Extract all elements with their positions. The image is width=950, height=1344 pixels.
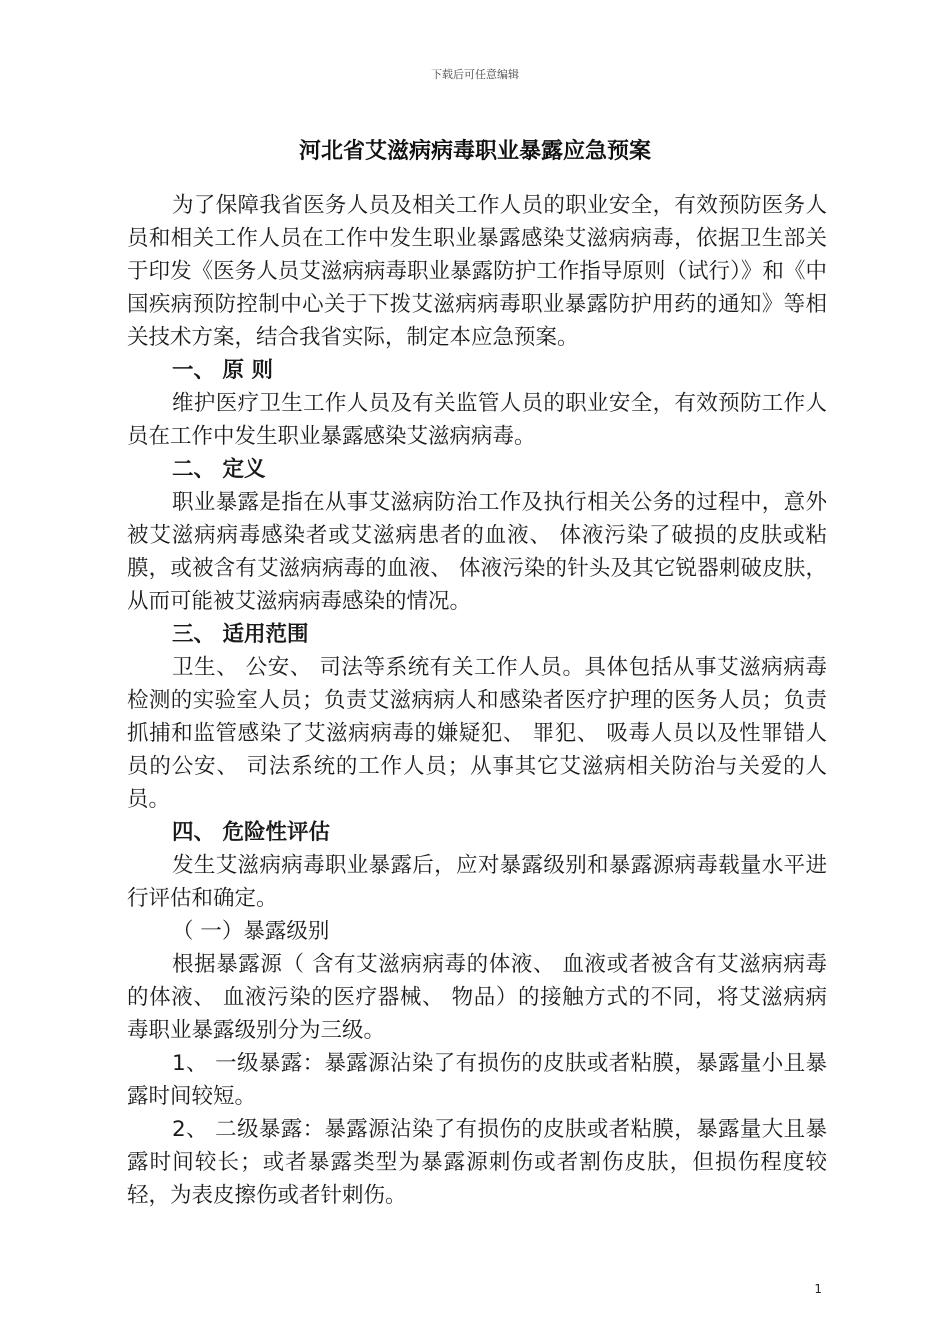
- section-heading-risk-assessment: 四、 危险性评估: [172, 820, 330, 845]
- section-body-principle: 维护医疗卫生工作人员及有关监管人员的职业安全，有效预防工作人员在工作中发生职业暴露感染艾滋病病毒。: [127, 391, 827, 449]
- exposure-level-item: 2、 二级暴露：暴露源沾染了有损伤的皮肤或者粘膜，暴露量大且暴露时间较长；或者暴露类型为暴露源刺伤或者割伤皮肤，但损伤程度较轻，为表皮擦伤或者针刺伤。: [127, 1117, 827, 1208]
- document-title: 河北省艾滋病病毒职业暴露应急预案: [298, 139, 651, 164]
- section-body-risk-assessment: 发生艾滋病病毒职业暴露后，应对暴露级别和暴露源病毒载量水平进行评估和确定。: [127, 853, 827, 911]
- subsection-body-exposure-level: 根据暴露源（ 含有艾滋病病毒的体液、 血液或者被含有艾滋病病毒的体液、 血液污染的医疗器械、 物品）的接触方式的不同，将艾滋病病毒职业暴露级别分为三级。: [127, 952, 827, 1043]
- section-heading-principle: 一、 原 则: [172, 358, 273, 383]
- section-body-definition: 职业暴露是指在从事艾滋病防治工作及执行相关公务的过程中，意外被艾滋病病毒感染者或艾滋病患者的血液、 体液污染了破损的皮肤或粘膜，或被含有艾滋病病毒的血液、 体液污染的针头及其它锐器刺破皮肤，从而可能被艾滋病病毒感染的情况。: [127, 490, 827, 614]
- section-body-scope: 卫生、 公安、 司法等系统有关工作人员。具体包括从事艾滋病病毒检测的实验室人员；负责艾滋病病人和感染者医疗护理的医务人员；负责抓捕和监管感染了艾滋病病毒的嫌疑犯、 罪犯、 吸毒人员以及性罪错人员的公安、 司法系统的工作人员；从事其它艾滋病相关防治与关爱的人员。: [127, 655, 827, 812]
- header-note: 下载后可任意编辑: [431, 68, 519, 81]
- document-body: [127, 189, 827, 1212]
- intro-paragraph: 为了保障我省医务人员及相关工作人员的职业安全，有效预防医务人员和相关工作人员在工作中发生职业暴露感染艾滋病病毒，依据卫生部关于印发《医务人员艾滋病病毒职业暴露防护工作指导原则（试行）》和《中国疾病预防控制中心关于下拨艾滋病病毒职业暴露防护用药的通知》等相关技术方案，结合我省实际，制定本应急预案。: [127, 193, 827, 350]
- section-heading-definition: 二、 定义: [172, 457, 266, 482]
- section-heading-scope: 三、 适用范围: [172, 622, 309, 647]
- page-number: 1: [814, 1282, 822, 1296]
- subsection-heading-exposure-level: （ 一）暴露级别: [172, 919, 330, 944]
- exposure-level-item: 1、 一级暴露：暴露源沾染了有损伤的皮肤或者粘膜，暴露量小且暴露时间较短。: [127, 1051, 827, 1109]
